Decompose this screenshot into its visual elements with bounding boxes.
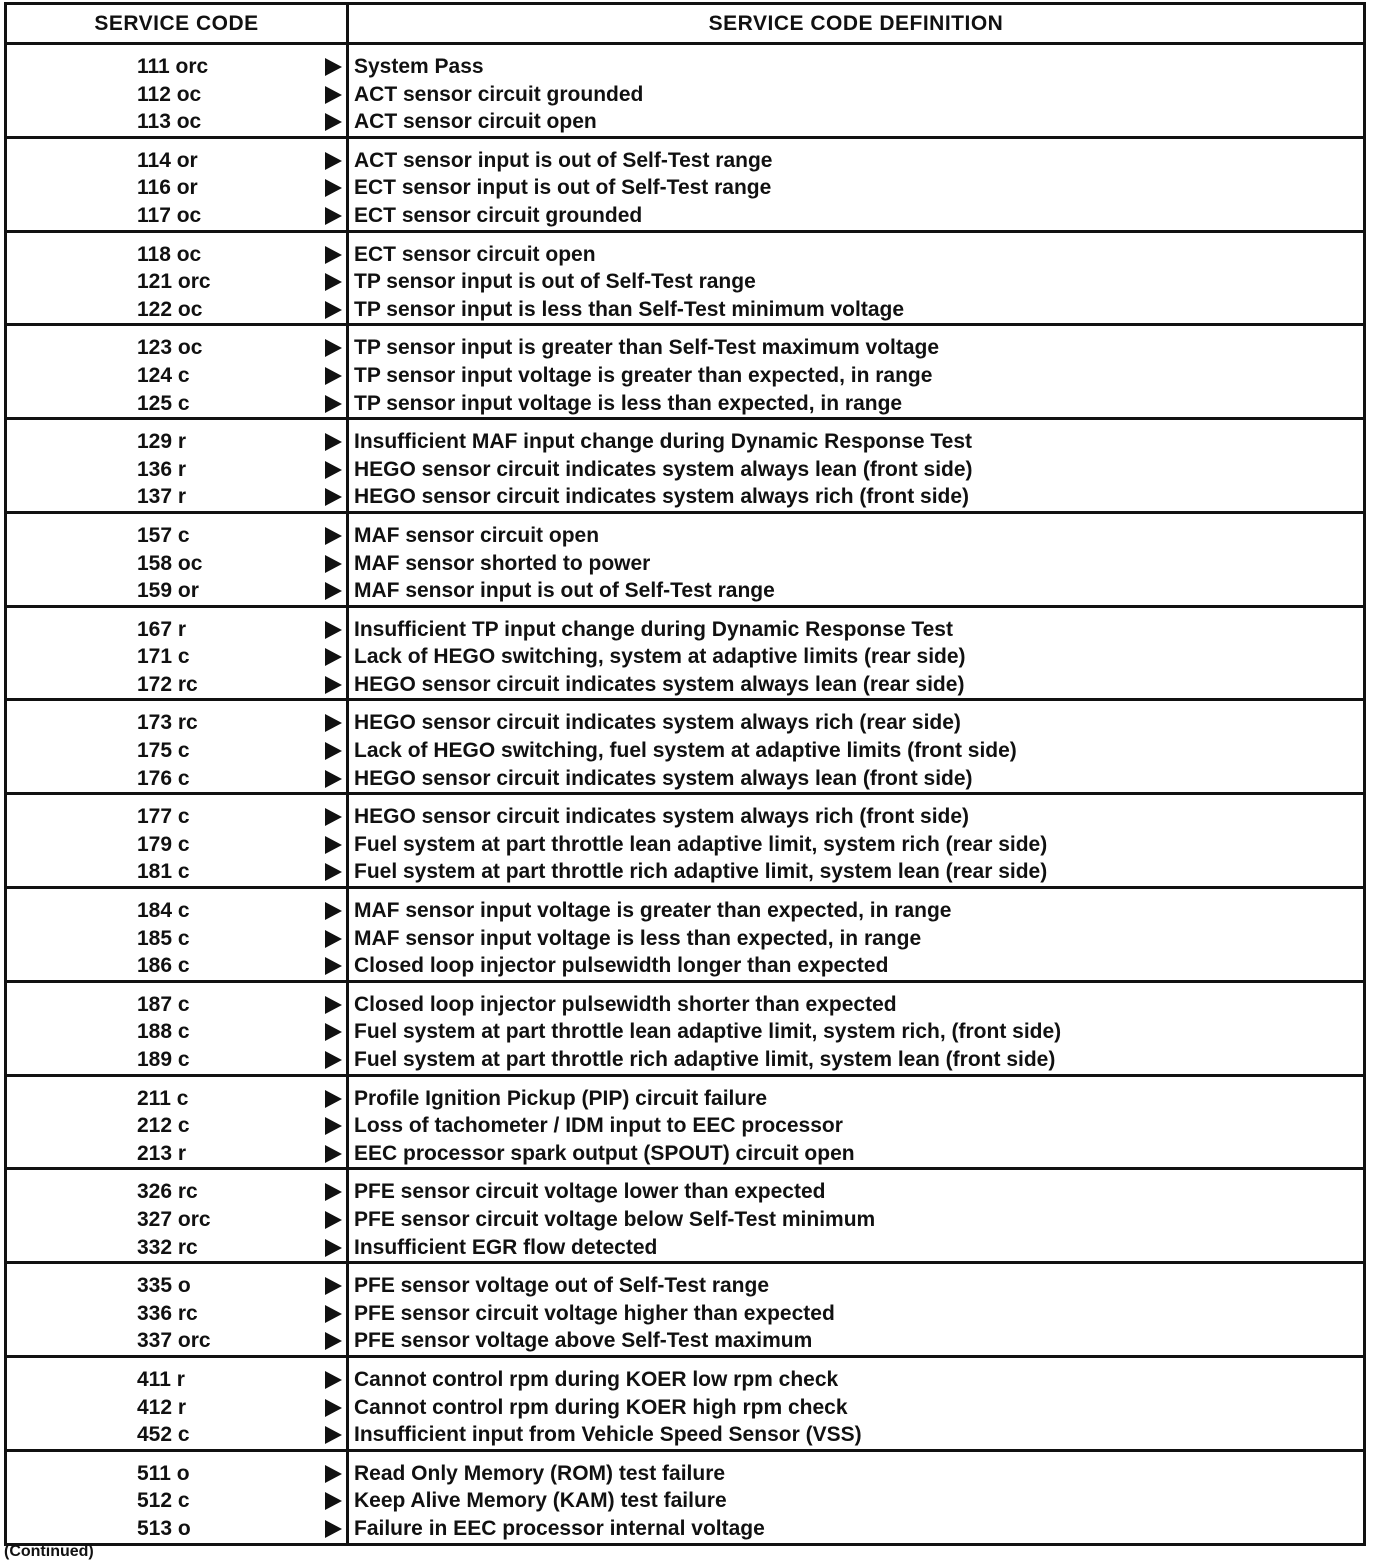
code-group-row [6,44,1365,138]
service-code-definition: HEGO sensor circuit indicates system always rich (front side) [354,805,970,829]
definition-cell [348,325,1365,419]
definition-stack [349,326,1363,417]
service-code-definition: ECT sensor circuit open [354,242,596,266]
triangle-right-icon [325,808,342,826]
service-code-value: 332 rc [137,1235,198,1259]
service-code-value: 136 r [137,457,187,481]
service-code-table [4,2,1366,1546]
service-code-line [7,1206,346,1234]
service-code-cell [6,700,348,794]
definition-stack [349,1077,1363,1168]
service-code-line [7,616,346,644]
service-code-definition: TP sensor input is greater than Self-Test maximum voltage [354,336,940,360]
service-code-value: 181 c [137,860,190,884]
service-code-line [7,897,346,925]
definition-cell [348,981,1365,1075]
triangle-right-icon [325,1492,342,1510]
code-stack [7,701,346,792]
service-code-line [7,202,346,230]
triangle-right-icon [325,86,342,104]
service-code-value: 187 c [137,992,190,1016]
service-code-line [7,1515,346,1543]
service-code-line [7,1085,346,1113]
definition-stack [349,1170,1363,1261]
service-code-definition-header: SERVICE CODE DEFINITION [348,4,1365,44]
service-code-header: SERVICE CODE [6,4,348,44]
triangle-right-icon [325,433,342,451]
triangle-right-icon [325,1305,342,1323]
service-code-line [7,334,346,362]
service-code-definition: HEGO sensor circuit indicates system always lean (front side) [354,766,973,790]
service-code-value: 213 r [137,1141,187,1165]
service-code-definition: Cannot control rpm during KOER high rpm check [354,1395,848,1419]
code-group-row [6,888,1365,982]
service-code-value: 512 c [137,1489,190,1513]
definition-cell [348,888,1365,982]
triangle-right-icon [325,461,342,479]
service-code-cell [6,1356,348,1450]
code-group-row [6,1263,1365,1357]
code-stack [7,1452,346,1543]
triangle-right-icon [325,1239,342,1257]
service-code-value: 513 o [137,1516,191,1540]
triangle-right-icon [325,1520,342,1538]
service-code-value: 184 c [137,899,190,923]
service-code-line [7,1046,346,1074]
service-code-value: 118 oc [137,242,202,266]
service-code-definition: ACT sensor input is out of Self-Test range [354,148,773,172]
triangle-right-icon [325,648,342,666]
service-code-line [7,1234,346,1262]
definition-stack [349,983,1363,1074]
triangle-right-icon [325,836,342,854]
service-code-cell [6,1263,348,1357]
service-code-definition: Failure in EEC processor internal voltage [354,1516,765,1540]
triangle-right-icon [325,1117,342,1135]
service-code-definition: Closed loop injector pulsewidth longer than expected [354,954,889,978]
code-stack [7,139,346,230]
triangle-right-icon [325,113,342,131]
code-stack [7,1264,346,1355]
service-code-line [7,1112,346,1140]
code-group-row [6,1169,1365,1263]
triangle-right-icon [325,1332,342,1350]
service-code-line [7,81,346,109]
service-code-line [7,991,346,1019]
triangle-right-icon [325,488,342,506]
definition-stack [349,1264,1363,1355]
triangle-right-icon [325,770,342,788]
service-code-line [7,1421,346,1449]
service-code-line [7,643,346,671]
table-body [6,44,1365,1545]
service-code-definition: HEGO sensor circuit indicates system always rich (front side) [354,485,970,509]
service-code-definition: Read Only Memory (ROM) test failure [354,1461,726,1485]
service-code-line [7,1272,346,1300]
table-header-row [6,4,1365,44]
service-code-definition: PFE sensor circuit voltage lower than expected [354,1180,826,1204]
service-code-definition: TP sensor input is out of Self-Test range [354,270,756,294]
service-code-value: 125 c [137,391,190,415]
definition-stack [349,420,1363,511]
service-code-definition: Insufficient MAF input change during Dynamic Response Test [354,430,973,454]
service-code-value: 185 c [137,926,190,950]
triangle-right-icon [325,152,342,170]
service-code-definition: Lack of HEGO switching, system at adaptive limits (rear side) [354,645,966,669]
service-code-definition: MAF sensor shorted to power [354,551,651,575]
service-code-value: 188 c [137,1020,190,1044]
triangle-right-icon [325,1399,342,1417]
service-code-value: 412 r [137,1395,187,1419]
service-code-cell [6,44,348,138]
definition-stack [349,139,1363,230]
service-code-line [7,362,346,390]
continued-note: (Continued) [4,1543,94,1560]
service-code-value: 122 oc [137,297,203,321]
service-code-line [7,1018,346,1046]
service-code-value: 172 rc [137,672,198,696]
service-code-cell [6,419,348,513]
service-code-line [7,1178,346,1206]
service-code-definition: HEGO sensor circuit indicates system always lean (front side) [354,457,973,481]
service-code-value: 511 o [137,1461,190,1485]
service-code-definition: ACT sensor circuit grounded [354,82,644,106]
service-code-line [7,925,346,953]
triangle-right-icon [325,1211,342,1229]
service-code-cell [6,606,348,700]
triangle-right-icon [325,1023,342,1041]
service-code-definition: Insufficient TP input change during Dynamic Response Test [354,617,953,641]
service-code-line [7,456,346,484]
service-code-cell [6,1169,348,1263]
service-code-definition: Closed loop injector pulsewidth shorter than expected [354,992,897,1016]
service-code-cell [6,794,348,888]
service-code-definition: TP sensor input voltage is less than expected, in range [354,391,903,415]
triangle-right-icon [325,1183,342,1201]
service-code-definition: PFE sensor voltage out of Self-Test range [354,1274,770,1298]
code-group-row [6,419,1365,513]
code-group-row [6,1356,1365,1450]
service-code-value: 176 c [137,766,190,790]
code-stack [7,889,346,980]
code-stack [7,233,346,324]
service-code-value: 211 c [137,1086,189,1110]
code-stack [7,1358,346,1449]
triangle-right-icon [325,207,342,225]
service-code-definition: Profile Ignition Pickup (PIP) circuit failure [354,1086,768,1110]
service-code-cell [6,1075,348,1169]
service-code-definition: TP sensor input is less than Self-Test minimum voltage [354,297,905,321]
definition-cell [348,512,1365,606]
service-code-definition: Fuel system at part throttle lean adaptive limit, system rich (rear side) [354,832,1048,856]
definition-stack [349,233,1363,324]
service-code-line [7,1327,346,1355]
triangle-right-icon [325,339,342,357]
code-group-row [6,606,1365,700]
service-code-value: 337 orc [137,1329,211,1353]
triangle-right-icon [325,273,342,291]
triangle-right-icon [325,301,342,319]
service-code-line [7,268,346,296]
service-code-definition: Insufficient input from Vehicle Speed Sensor (VSS) [354,1423,862,1447]
service-code-definition: HEGO sensor circuit indicates system always lean (rear side) [354,672,965,696]
triangle-right-icon [325,1465,342,1483]
definition-cell [348,231,1365,325]
service-code-value: 124 c [137,363,190,387]
service-code-definition: MAF sensor input voltage is less than expected, in range [354,926,922,950]
definition-cell [348,44,1365,138]
code-group-row [6,700,1365,794]
triangle-right-icon [325,527,342,545]
code-group-row [6,1450,1365,1544]
service-code-cell [6,1450,348,1544]
service-code-value: 167 r [137,617,187,641]
service-code-cell [6,325,348,419]
service-code-value: 411 r [137,1367,185,1391]
service-code-definition: Fuel system at part throttle rich adaptive limit, system lean (rear side) [354,860,1048,884]
definition-stack [349,1358,1363,1449]
definition-cell [348,1356,1365,1450]
service-code-line [7,1394,346,1422]
service-code-definition: MAF sensor input is out of Self-Test range [354,579,775,603]
service-code-value: 116 or [137,176,198,200]
triangle-right-icon [325,1051,342,1069]
service-code-definition: Cannot control rpm during KOER low rpm check [354,1367,839,1391]
triangle-right-icon [325,1426,342,1444]
triangle-right-icon [325,367,342,385]
service-code-value: 114 or [137,148,198,172]
service-code-line [7,671,346,699]
code-stack [7,514,346,605]
service-code-line [7,1487,346,1515]
code-stack [7,983,346,1074]
service-code-line [7,1300,346,1328]
service-code-cell [6,231,348,325]
service-code-definition: PFE sensor voltage above Self-Test maximum [354,1329,813,1353]
definition-stack [349,514,1363,605]
service-code-line [7,108,346,136]
service-code-line [7,1140,346,1168]
service-code-value: 171 c [137,645,190,669]
service-code-line [7,428,346,456]
service-code-line [7,522,346,550]
service-code-definition: PFE sensor circuit voltage below Self-Test minimum [354,1207,876,1231]
service-code-definition: System Pass [354,55,484,78]
service-code-cell [6,888,348,982]
service-code-value: 212 c [137,1114,190,1138]
service-code-value: 189 c [137,1048,190,1071]
service-code-line [7,296,346,324]
service-code-line [7,241,346,269]
code-stack [7,795,346,886]
service-code-value: 175 c [137,739,190,763]
service-code-line [7,483,346,511]
triangle-right-icon [325,1277,342,1295]
service-code-line [7,858,346,886]
service-code-definition: ACT sensor circuit open [354,110,597,134]
service-code-line [7,390,346,418]
triangle-right-icon [325,395,342,413]
definition-cell [348,1075,1365,1169]
service-code-line [7,147,346,175]
triangle-right-icon [325,1090,342,1108]
service-code-value: 327 orc [137,1207,211,1231]
service-code-definition: Lack of HEGO switching, fuel system at adaptive limits (front side) [354,739,1017,763]
service-code-value: 158 oc [137,551,203,575]
service-code-value: 121 orc [137,270,211,294]
service-code-line [7,1366,346,1394]
service-code-definition: Fuel system at part throttle lean adaptive limit, system rich, (front side) [354,1020,1062,1044]
code-group-row [6,137,1365,231]
code-stack [7,420,346,511]
definition-stack [349,608,1363,699]
triangle-right-icon [325,1145,342,1163]
service-code-value: 129 r [137,430,187,454]
service-code-definition: Fuel system at part throttle rich adaptive limit, system lean (front side) [354,1048,1056,1071]
service-code-definition: MAF sensor input voltage is greater than expected, in range [354,899,952,923]
triangle-right-icon [325,996,342,1014]
definition-stack [349,701,1363,792]
service-code-line [7,709,346,737]
service-code-definition: Loss of tachometer / IDM input to EEC processor [354,1114,843,1138]
triangle-right-icon [325,555,342,573]
service-code-definition: Keep Alive Memory (KAM) test failure [354,1489,727,1513]
triangle-right-icon [325,676,342,694]
service-code-line [7,765,346,793]
definition-stack [349,45,1363,136]
definition-cell [348,794,1365,888]
service-code-line [7,831,346,859]
service-code-cell [6,981,348,1075]
definition-cell [348,1169,1365,1263]
service-code-value: 326 rc [137,1180,198,1204]
definition-cell [348,1263,1365,1357]
service-code-line [7,577,346,605]
definition-cell [348,1450,1365,1544]
service-code-value: 112 oc [137,82,202,106]
triangle-right-icon [325,246,342,264]
service-code-definition: TP sensor input voltage is greater than expected, in range [354,363,933,387]
service-code-value: 179 c [137,832,190,856]
code-group-row [6,1075,1365,1169]
code-stack [7,608,346,699]
code-stack [7,45,346,136]
definition-cell [348,700,1365,794]
service-code-definition: EEC processor spark output (SPOUT) circuit open [354,1141,855,1165]
service-code-line [7,550,346,578]
service-code-line [7,1460,346,1488]
service-code-value: 113 oc [137,110,202,134]
triangle-right-icon [325,863,342,881]
service-code-value: 177 c [137,805,190,829]
service-code-value: 159 or [137,579,199,603]
service-code-value: 117 oc [137,203,202,227]
service-code-definition: PFE sensor circuit voltage higher than expected [354,1301,835,1325]
service-code-value: 111 orc [137,55,209,78]
service-code-line [7,737,346,765]
service-code-value: 123 oc [137,336,203,360]
service-code-line [7,53,346,81]
service-code-definition: ECT sensor input is out of Self-Test range [354,176,772,200]
service-code-value: 452 c [137,1423,190,1447]
code-stack [7,326,346,417]
code-group-row [6,231,1365,325]
service-code-definition: ECT sensor circuit grounded [354,203,643,227]
definition-cell [348,606,1365,700]
code-group-row [6,325,1365,419]
definition-stack [349,889,1363,980]
code-group-row [6,981,1365,1075]
triangle-right-icon [325,179,342,197]
service-code-line [7,803,346,831]
triangle-right-icon [325,930,342,948]
code-group-row [6,512,1365,606]
code-group-row [6,794,1365,888]
definition-stack [349,1452,1363,1543]
service-code-line [7,952,346,980]
service-code-cell [6,137,348,231]
service-code-value: 157 c [137,523,190,547]
definition-cell [348,137,1365,231]
service-code-value: 336 rc [137,1301,198,1325]
service-code-value: 137 r [137,485,187,509]
service-code-cell [6,512,348,606]
triangle-right-icon [325,902,342,920]
service-code-definition: MAF sensor circuit open [354,523,600,547]
service-code-line [7,174,346,202]
triangle-right-icon [325,714,342,732]
triangle-right-icon [325,621,342,639]
triangle-right-icon [325,742,342,760]
code-stack [7,1170,346,1261]
triangle-right-icon [325,58,342,76]
service-code-definition: Insufficient EGR flow detected [354,1235,658,1259]
triangle-right-icon [325,1371,342,1389]
service-code-value: 335 o [137,1274,191,1298]
service-code-value: 186 c [137,954,190,978]
code-stack [7,1077,346,1168]
triangle-right-icon [325,957,342,975]
definition-stack [349,795,1363,886]
service-code-definition: HEGO sensor circuit indicates system always rich (rear side) [354,711,961,735]
service-code-value: 173 rc [137,711,198,735]
definition-cell [348,419,1365,513]
triangle-right-icon [325,582,342,600]
